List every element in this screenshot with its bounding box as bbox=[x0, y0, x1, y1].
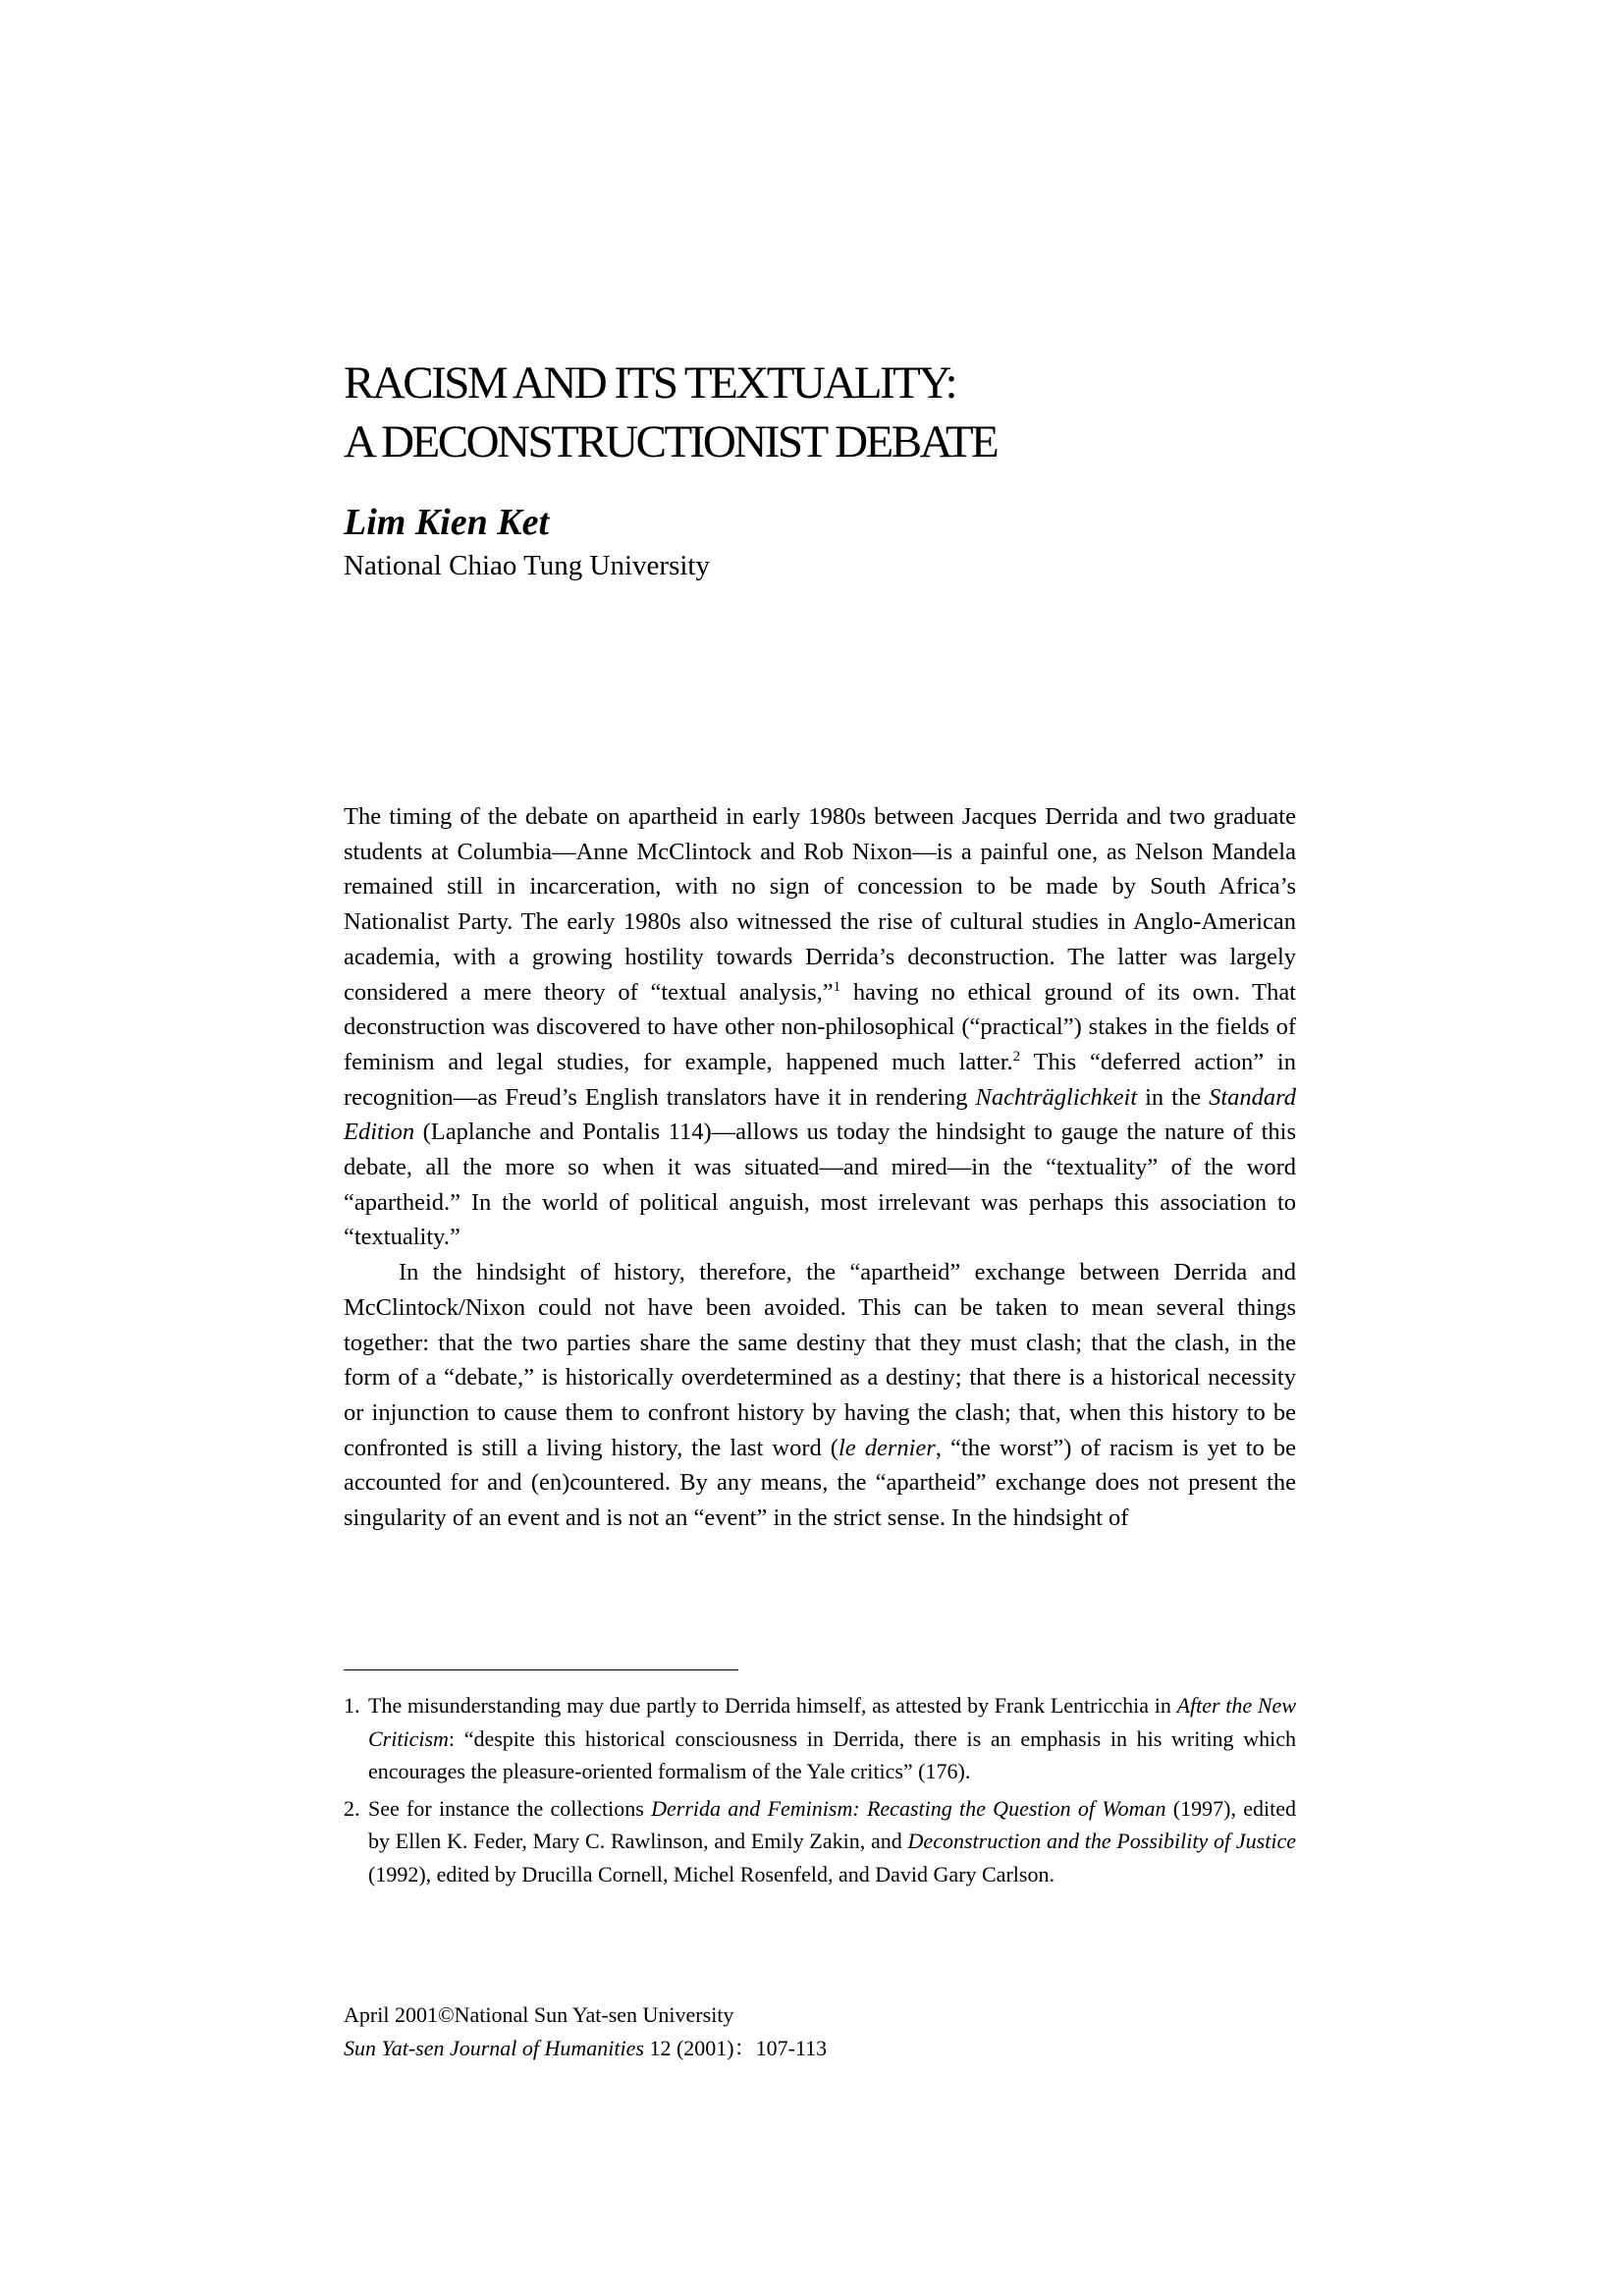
body-paragraph-2 bbox=[344, 1255, 1296, 1536]
paragraph-1-text-e: (Laplanche and Pontalis 114)—allows us today the hindsight to gauge the nature of this debate, all the more so when it was situated—and mired—in the “textuality” of the word “apartheid.” In the world of political anguish, most irrelevant was perhaps this association to “textuality.” bbox=[344, 1119, 1296, 1251]
footnote-2-text-c: (1992), edited by Drucilla Cornell, Michel Rosenfeld, and David Gary Carlson. bbox=[368, 1861, 1055, 1886]
article-header bbox=[344, 354, 1306, 583]
citation-line bbox=[344, 2032, 1227, 2065]
footnote-number: 1. bbox=[344, 1693, 360, 1718]
paragraph-2-text-a: In the hindsight of history, therefore, the “apartheid” exchange between Derrida and McClintock/Nixon could not have been avoided. This can be taken to mean several things together: that the two parties share the same destiny that they must clash; that the clash, in the form of a “debate,” is historically overdetermined as a destiny; that there is a historical necessity or injunction to cause them to confront history by having the clash; that, when this history to be confronted is still a living history, the last word ( bbox=[344, 1259, 1296, 1461]
term-le-dernier: le dernier bbox=[838, 1434, 936, 1461]
paragraph-1-text-b: having no ethical ground of its own. That deconstruction was discovered to have other non-philosophical (“practical”) stakes in the fields of feminism and legal studies, for example, happened much latter. bbox=[344, 978, 1296, 1075]
title-standard-edition: Standard Edition bbox=[344, 1083, 1296, 1146]
paragraph-1-text-a: The timing of the debate on apartheid in early 1980s between Jacques Derrida and two graduate students at Columbia—Anne McClintock and Rob Nixon—is a painful one, as Nelson Mandela remained still in incarceration, with no sign of concession to be made by South Africa’s Nationalist Party. The early 1980s also witnessed the rise of cultural studies in Anglo-American academia, with a growing hostility towards Derrida’s deconstruction. The latter was largely considered a mere theory of “textual analysis,” bbox=[344, 803, 1296, 1006]
footnote-1 bbox=[344, 1689, 1296, 1788]
footnote-2-text-a: See for instance the collections bbox=[368, 1795, 652, 1821]
footnotes bbox=[344, 1689, 1296, 1894]
footnote-2 bbox=[344, 1792, 1296, 1891]
footnote-divider bbox=[344, 1669, 738, 1670]
footnote-marker-2: 2 bbox=[1012, 1048, 1021, 1065]
journal-name: Sun Yat-sen Journal of Humanities bbox=[344, 2036, 644, 2060]
footnote-marker-1: 1 bbox=[833, 978, 841, 995]
footnote-number: 2. bbox=[344, 1795, 360, 1821]
title-deconstruction-and-justice: Deconstruction and the Possibility of Justice bbox=[907, 1829, 1296, 1853]
title-line-1: RACISM AND ITS TEXTUALITY: bbox=[344, 357, 956, 409]
paragraph-1-text-c: This “deferred action” in recognition—as Freud’s English translators have it in rendering bbox=[344, 1048, 1296, 1111]
title-derrida-and-feminism: Derrida and Feminism: Recasting the Question of Woman bbox=[651, 1795, 1166, 1821]
footnote-2-text-b: (1997), edited by Ellen K. Feder, Mary C. Rawlinson, and Emily Zakin, and bbox=[368, 1795, 1296, 1853]
body-paragraph-1 bbox=[344, 799, 1296, 1255]
footnote-1-text-a: The misunderstanding may due partly to Derrida himself, as attested by Frank Lentricchia in bbox=[368, 1693, 1177, 1718]
paragraph-2-text-b: , “the worst”) of racism is yet to be accounted for and (en)countered. By any means, the “apartheid” exchange does not present the singularity of an event and is not an “event” in the strict sense. In the hindsight of bbox=[344, 1434, 1297, 1532]
footnote-1-text-b: : “despite this historical consciousness in Derrida, there is an emphasis in his writing which encourages the pleasure-oriented formalism of the Yale critics” (176). bbox=[368, 1725, 1296, 1783]
publication-footer bbox=[344, 1998, 1227, 2065]
paragraph-1-text-d: in the bbox=[1137, 1083, 1210, 1111]
article-title bbox=[344, 354, 1306, 471]
title-line-2: A DECONSTRUCTIONIST DEBATE bbox=[344, 416, 998, 467]
author-name: Lim Kien Ket bbox=[344, 502, 549, 543]
author-affiliation: National Chiao Tung University bbox=[344, 550, 710, 581]
copyright-line: April 2001©National Sun Yat-sen University bbox=[344, 2002, 734, 2027]
term-nachtraeglichkeit: Nachträglichkeit bbox=[975, 1083, 1138, 1111]
title-after-the-new-criticism: After the New Criticism bbox=[368, 1693, 1296, 1751]
volume-pages: 12 (2001)：107-113 bbox=[643, 2036, 828, 2060]
article-body bbox=[344, 799, 1296, 1536]
